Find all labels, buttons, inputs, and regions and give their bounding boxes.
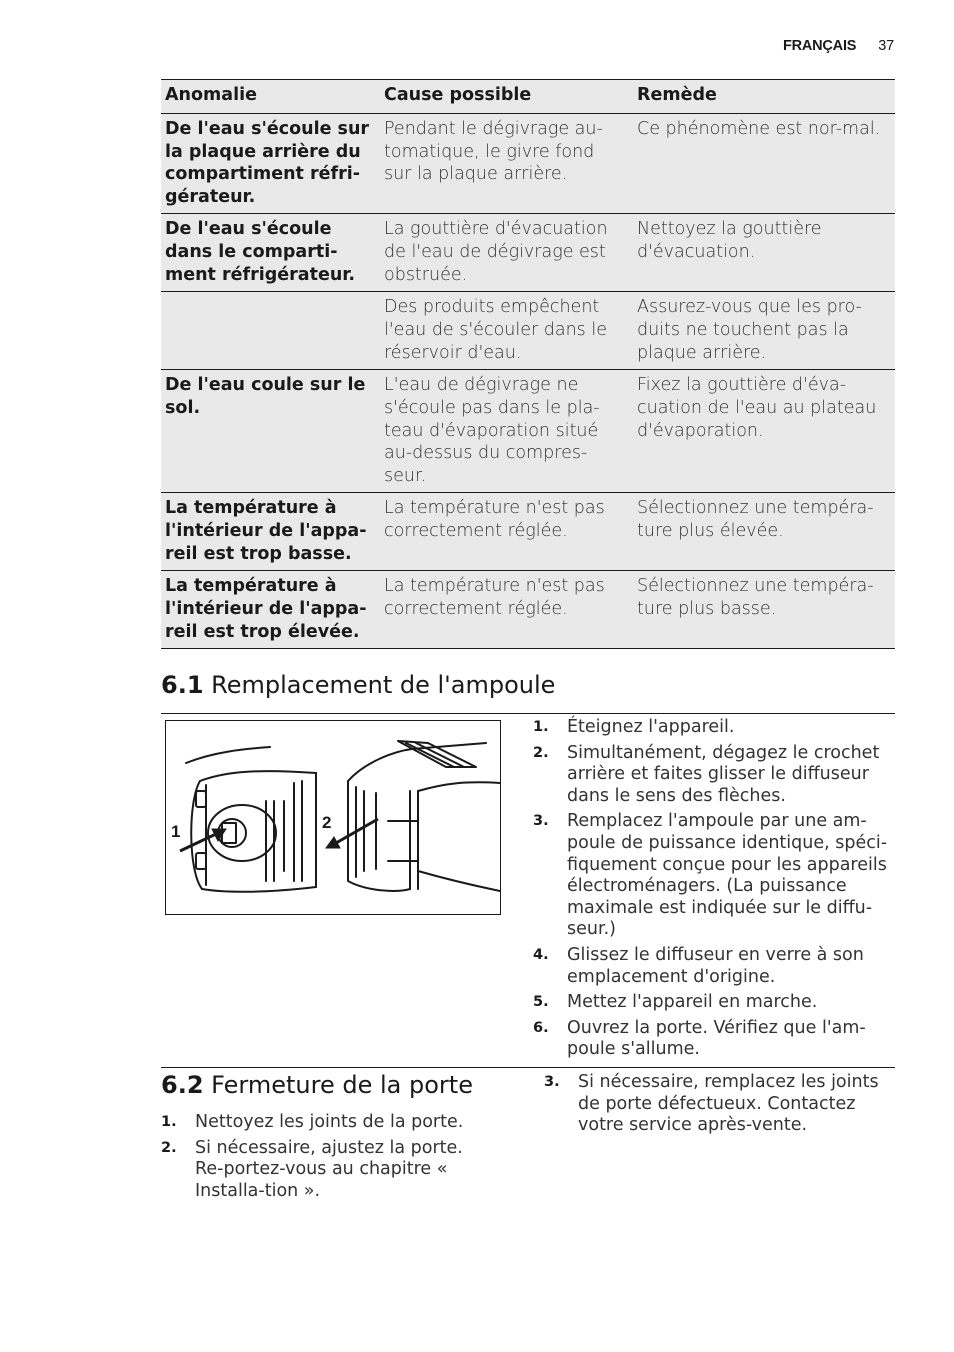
section-title: Remplacement de l'ampoule [211,671,556,699]
column-header-remedy: Remède [633,80,895,114]
remedy-cell: Nettoyez la gouttière d'évacuation. [633,214,895,292]
remedy-cell: Sélectionnez une tempéra-ture plus élevée. [633,493,895,571]
table-row [161,114,895,214]
section-number: 6.1 [161,671,204,699]
list-item [533,717,889,739]
cause-cell: La température n'est pas correctement réglée. [380,493,633,571]
lamp-replacement-illustration [165,720,501,915]
list-item [533,1018,889,1061]
door-closing-steps-right [544,1072,896,1141]
step-text: Si nécessaire, remplacez les joints de porte défectueux. Contactez votre service après-vente. [578,1072,879,1136]
step-text: Glissez le diffuseur en verre à son emplacement d'origine. [567,944,864,987]
step-number: 2. [161,1139,177,1156]
section-divider [161,1067,895,1068]
cause-cell: Pendant le dégivrage au-tomatique, le givre fond sur la plaque arrière. [380,114,633,214]
anomaly-cell: De l'eau s'écoule sur la plaque arrière du compartiment réfri-gérateur. [161,114,380,214]
remedy-cell: Ce phénomène est nor-mal. [633,114,895,214]
anomaly-cell: La température à l'intérieur de l'appa-reil est trop basse. [161,493,380,571]
section-title: Fermeture de la porte [211,1071,473,1099]
section-6-1-heading [161,671,555,699]
anomaly-cell: La température à l'intérieur de l'appa-reil est trop élevée. [161,571,380,649]
step-text: Mettez l'appareil en marche. [567,992,818,1013]
step-number: 2. [533,744,549,761]
step-number: 6. [533,1019,549,1036]
anomaly-cell: De l'eau s'écoule dans le comparti-ment réfrigérateur. [161,214,380,292]
step-text: Éteignez l'appareil. [567,717,735,737]
column-header-anomaly: Anomalie [161,80,380,114]
step-text: Simultanément, dégagez le crochet arrière et faites glisser le diffuseur dans le sens des flèches. [567,742,880,806]
step-number: 1. [533,719,549,735]
step-text: Remplacez l'ampoule par une am-poule de puissance identique, spéci-fiquement conçue pour les appareils électroménagers. (La puissance maximale est indiquée sur le diffu-seur.) [567,811,888,940]
step-number: 3. [544,1074,560,1090]
figure-label-2: 2 [322,813,332,832]
step-text: Si nécessaire, ajustez la porte. Re-portez-vous au chapitre « Installa-tion ». [195,1137,463,1201]
list-item [533,992,889,1014]
section-divider [161,713,895,714]
step-number: 5. [533,994,549,1011]
table-row [161,571,895,649]
cause-cell: L'eau de dégivrage ne s'écoule pas dans le pla-teau d'évaporation situé au-dessus du compres-seur. [380,370,633,493]
page-header [720,38,894,60]
table-header-row [161,80,895,114]
cause-cell: Des produits empêchent l'eau de s'écouler dans le réservoir d'eau. [380,292,633,370]
header-language: FRANÇAIS [782,38,857,54]
remedy-cell: Fixez la gouttière d'éva-cuation de l'eau au plateau d'évaporation. [633,370,895,493]
step-number: 1. [161,1114,177,1130]
anomaly-cell [161,292,380,370]
list-item [161,1112,491,1134]
anomaly-cell: De l'eau coule sur le sol. [161,370,380,493]
list-item [533,945,889,988]
list-item [161,1138,491,1203]
cause-cell: La température n'est pas correctement réglée. [380,571,633,649]
table-row [161,292,895,370]
section-6-2-heading [161,1071,473,1099]
section-number: 6.2 [161,1071,204,1099]
page-number: 37 [878,38,894,54]
table-row [161,493,895,571]
step-text: Nettoyez les joints de la porte. [195,1112,464,1132]
list-item [544,1072,896,1137]
step-number: 3. [533,813,549,830]
list-item [533,743,889,808]
door-closing-steps-left [161,1112,491,1206]
table-row [161,370,895,493]
step-text: Ouvrez la porte. Vérifiez que l'am-poule s'allume. [567,1017,866,1060]
remedy-cell: Sélectionnez une tempéra-ture plus basse. [633,571,895,649]
list-item [533,811,889,941]
cause-cell: La gouttière d'évacuation de l'eau de dégivrage est obstruée. [380,214,633,292]
figure-label-1: 1 [171,822,181,841]
table-row [161,214,895,292]
lamp-replacement-steps [533,717,889,1065]
step-number: 4. [533,946,549,963]
troubleshooting-table [161,79,895,649]
remedy-cell: Assurez-vous que les pro-duits ne touchent pas la plaque arrière. [633,292,895,370]
column-header-cause: Cause possible [380,80,633,114]
